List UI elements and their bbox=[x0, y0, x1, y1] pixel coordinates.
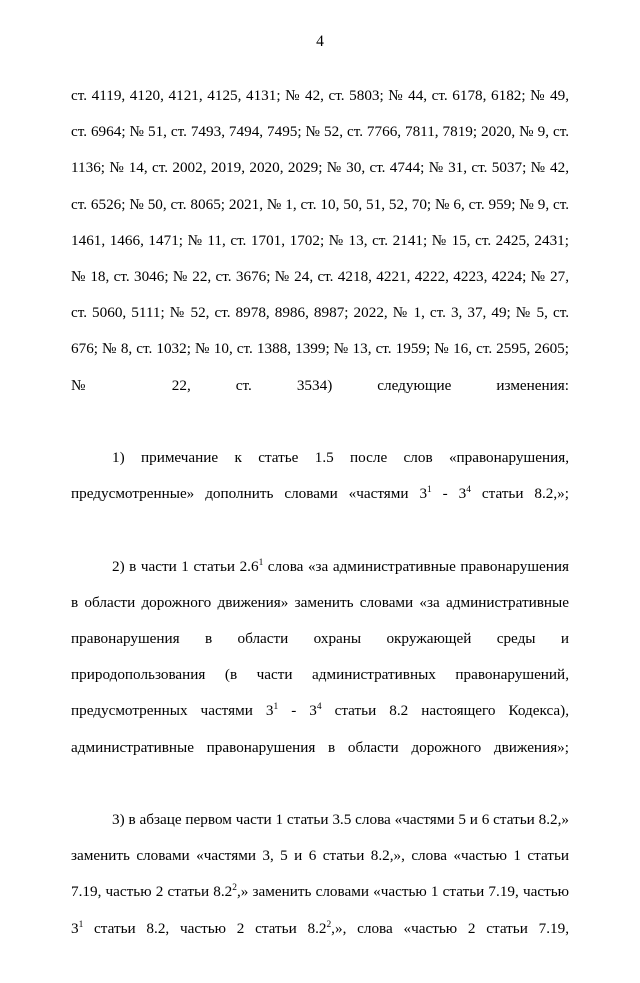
superscript-marker: 4 bbox=[466, 485, 471, 496]
text-run: 3) в абзаце первом части 1 статьи 3.5 слова «частями 5 и 6 статьи 8.2,» заменить словами «частями 3, 5 и 6 статьи 8.2,», слова «частью 1 статьи 7.19, частью 2 статьи 8.2 bbox=[71, 811, 569, 901]
superscript-marker: 1 bbox=[427, 485, 432, 496]
text-run: 2) в части 1 статьи 2.6 bbox=[112, 557, 259, 575]
page-number: 4 bbox=[316, 33, 324, 50]
text-run: статьи 8.2, частью 2 статьи 8.2 bbox=[83, 919, 327, 937]
document-body bbox=[71, 78, 569, 983]
superscript-marker: 2 bbox=[326, 919, 332, 930]
text-run: статьи 8.2 настоящего Кодекса), административные правонарушения в области дорожного движения»; bbox=[71, 702, 569, 756]
text-run: статьи 8.2,»; bbox=[470, 485, 569, 503]
paragraph-item-3 bbox=[71, 802, 569, 983]
superscript-marker: 2 bbox=[232, 883, 237, 894]
superscript-marker: 4 bbox=[316, 702, 322, 713]
text-run: ст. 4119, 4120, 4121, 4125, 4131; № 42, ст. 5803; № 44, ст. 6178, 6182; № 49, ст. 6964; № 51, ст. 7493, 7494, 7495; № 52, ст. 7766, 7811, 7819; 2020, № 9, ст. 1136; № 14, ст. 2002, 2019, 2020, 2029; № 30, ст. 4744; № 31, ст. 5037; № 42, ст. 6526; № 50, ст. 8065; 2021, № 1, ст. 10, 50, 51, 52, 70; № 6, ст. 959; № 9, ст. 1461, 1466, 1471; № 11, ст. 1701, 1702; № 13, ст. 2141; № 15, ст. 2425, 2431; № 18, ст. 3046; № 22, ст. 3676; № 24, ст. 4218, 4221, 4222, 4223, 4224; № 27, ст. 5060, 5111; № 52, ст. 8978, 8986, 8987; 2022, № 1, ст. 3, 37, 49; № 5, ст. 676; № 8, ст. 1032; № 10, ст. 1388, 1399; № 13, ст. 1959; № 16, ст. 2595, 2605; № 22, ст. 3534) следующие изменения: bbox=[71, 87, 569, 394]
text-run: - 3 bbox=[431, 485, 467, 503]
text-run: ,» заменить словами «частью 1 статьи 7.19, частью 3 bbox=[71, 883, 569, 937]
superscript-marker: 1 bbox=[258, 557, 264, 568]
paragraph-item-2 bbox=[71, 549, 569, 802]
paragraph-citation-list bbox=[71, 78, 569, 440]
text-run: 1) примечание к статье 1.5 после слов «правонарушения, предусмотренные» дополнить словами «частями 3 bbox=[71, 449, 569, 503]
superscript-marker: 1 bbox=[273, 702, 279, 713]
text-run: ,», слова «частью 2 статьи 7.19, bbox=[331, 919, 569, 937]
text-run: - 3 bbox=[278, 702, 317, 720]
paragraph-item-1 bbox=[71, 440, 569, 549]
text-run: слова «за административные правонарушения в области дорожного движения» заменить словами «за административные правонарушения в области охраны окружающей среды и природопользования (в части административных правонарушений, предусмотренных частями 3 bbox=[71, 557, 569, 720]
superscript-marker: 1 bbox=[78, 919, 84, 930]
